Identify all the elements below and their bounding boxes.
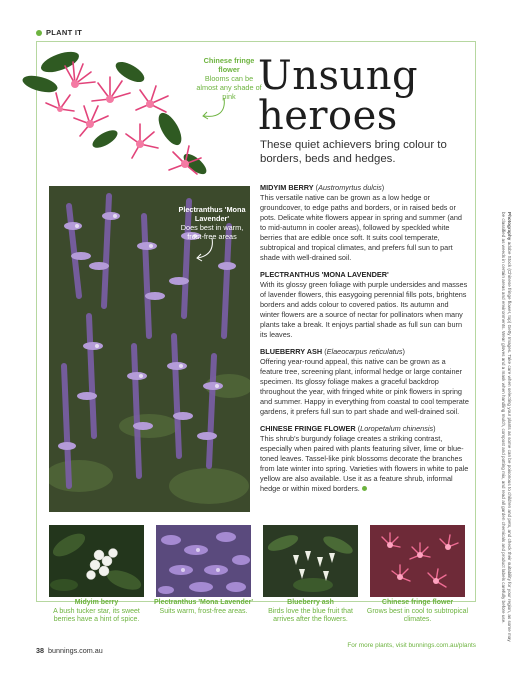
credit-label: Photography	[507, 212, 512, 241]
page-title-line2: heroes	[258, 93, 398, 139]
article-plectranthus	[260, 270, 470, 340]
footer-site: bunnings.com.au	[48, 646, 103, 655]
intro-text: These quiet achievers bring colour to borders, beds and hedges.	[260, 139, 447, 165]
thumb-plectranthus	[156, 525, 251, 597]
article-text: Offering year-round appeal, this native can be grown as a feature tree, screening plant, informal hedge or large container specimen. Its glossy foliage makes a graceful backdrop throughout the year, with fringed white or pink flowers in spring and summer. Happy in everything from coastal to cool temperate gardens, it prefers full sun to part shade and well-drained soil.	[260, 357, 469, 416]
end-mark-icon	[362, 486, 367, 491]
caption-desc: Grows best in cool to subtropical climates.	[366, 607, 469, 624]
caption-name: Blueberry ash	[287, 599, 334, 606]
caption-name: Chinese fringe flower	[381, 599, 454, 606]
caption-name: Midyim berry	[74, 599, 119, 606]
article-text: This shrub's burgundy foliage creates a striking contrast, especially when paired with plants featuring silver, lime or blue-toned leaves. Tassel-like pink blossoms decorate the branches from late winter into spring. Varieties with flowers in white to pale yellow are also available. Use it as a feature shrub, informal hedge or within mixed borders.	[260, 434, 469, 493]
caption-desc: Suits warm, frost-free areas.	[159, 607, 248, 615]
page-title-line1: Unsung	[258, 53, 419, 99]
callout-fringe	[196, 56, 262, 101]
caption-desc: Birds love the blue fruit that arrives after the flowers.	[268, 607, 353, 624]
callout-plectranthus-desc: Does best in warm, frost-free areas	[180, 223, 244, 241]
article-blueberry-ash: BLUEBERRY ASH (Elaeocarpus reticulatus) Offering year-round appeal, this native can be grown as a feature tree, screening plant, informal hedge or large container specimen. Its glossy foliage makes a graceful backdrop throughout the year, with fringed white or pink flowers in spring and summer. Happy in everything from coastal to cool temperate gardens, it prefers full sun to part shade and well-drained soil.	[260, 347, 469, 416]
caption-plectranthus	[151, 599, 256, 616]
caption-fringe-flower	[365, 599, 470, 625]
article-text: This versatile native can be grown as a low hedge or groundcover, to edge paths and borders, or in raised beds or pots. Delicate white flowers appear in spring and summer (and to mid-autumn in cooler areas), followed by speckled white berries that are edible once soft. It suits cool temperate, subtropical and tropical climates, and prefers full sun to part shade with well-drained soil.	[260, 193, 462, 262]
caption-blueberry-ash	[258, 599, 363, 625]
article-text: With its glossy green foliage with purple undersides and masses of lavender flowers, this easygoing perennial fills pots, brightens borders and adds colour to covered patios. Its autumn and winter flowers are a source of nectar for pollinators when many plants take a break. It enjoys partial shade as full sun can burn its leaves.	[260, 280, 468, 339]
article-heading: BLUEBERRY ASH	[260, 347, 323, 356]
article-latin: Elaeocarpus reticulatus	[326, 347, 403, 356]
article-heading: CHINESE FRINGE FLOWER	[260, 424, 356, 433]
thumb-midyim	[49, 525, 144, 597]
article-heading: PLECTRANTHUS 'MONA LAVENDER'	[260, 270, 389, 279]
article-latin: Austromyrtus dulcis	[318, 183, 382, 192]
article-body	[260, 183, 470, 501]
thumb-fringe-flower	[370, 525, 465, 597]
footer-more-link[interactable]: For more plants, visit bunnings.com.au/plants	[347, 642, 476, 649]
page-title	[258, 53, 419, 139]
page-number: 38	[36, 646, 44, 655]
section-label: PLANT IT	[46, 28, 83, 37]
caption-desc: A bush tucker star, its sweet berries have a hint of spice.	[53, 607, 140, 624]
callout-arrow-icon-white	[192, 236, 220, 264]
photo-credit	[478, 212, 512, 642]
callout-arrow-icon	[198, 96, 232, 122]
credit-text: adobe Stock (Chinese fringe flower, top) Getty Images. Take care when selecting your plants as some can be poisonous to children and pets, and check their suitability for your region, as some may be classified as weeds in certain areas and environments. Wear gloves and a mask when handling mulch, compost and potting mix, and read all garden chemicals and product labels carefully before use.	[501, 212, 512, 642]
callout-fringe-name: Chinese fringe flower	[203, 56, 255, 74]
caption-name: Plectranthus 'Mona Lavender'	[153, 599, 254, 606]
article-heading: MIDYIM BERRY	[260, 183, 314, 192]
caption-midyim	[44, 599, 149, 625]
footer-page	[36, 646, 103, 655]
callout-plectranthus-name: Plectranthus 'Mona Lavender'	[178, 205, 246, 223]
section-tag	[36, 28, 82, 37]
section-dot-icon	[36, 30, 42, 36]
callout-fringe-desc: Blooms can be almost any shade of pink	[196, 74, 262, 101]
article-fringe-flower: CHINESE FRINGE FLOWER (Loropetalum chinensis) This shrub's burgundy foliage creates a striking contrast, especially when paired with plants featuring silver, lime or blue-toned leaves. Tassel-like pink blossoms decorate the branches from late winter into spring. Varieties with flowers in white to pale yellow are also available. Use it as a feature shrub, informal hedge or within mixed borders.	[260, 424, 469, 493]
thumb-blueberry-ash	[263, 525, 358, 597]
article-midyim: MIDYIM BERRY (Austromyrtus dulcis) This versatile native can be grown as a low hedge or groundcover, to edge paths and borders, or in raised beds or pots. Delicate white flowers appear in spring and summer (and to mid-autumn in cooler areas), followed by speckled white berries that are edible once soft. It suits cool temperate, subtropical and tropical climates, and prefers full sun to part shade with well-drained soil.	[260, 183, 462, 262]
article-latin: Loropetalum chinensis	[360, 424, 434, 433]
